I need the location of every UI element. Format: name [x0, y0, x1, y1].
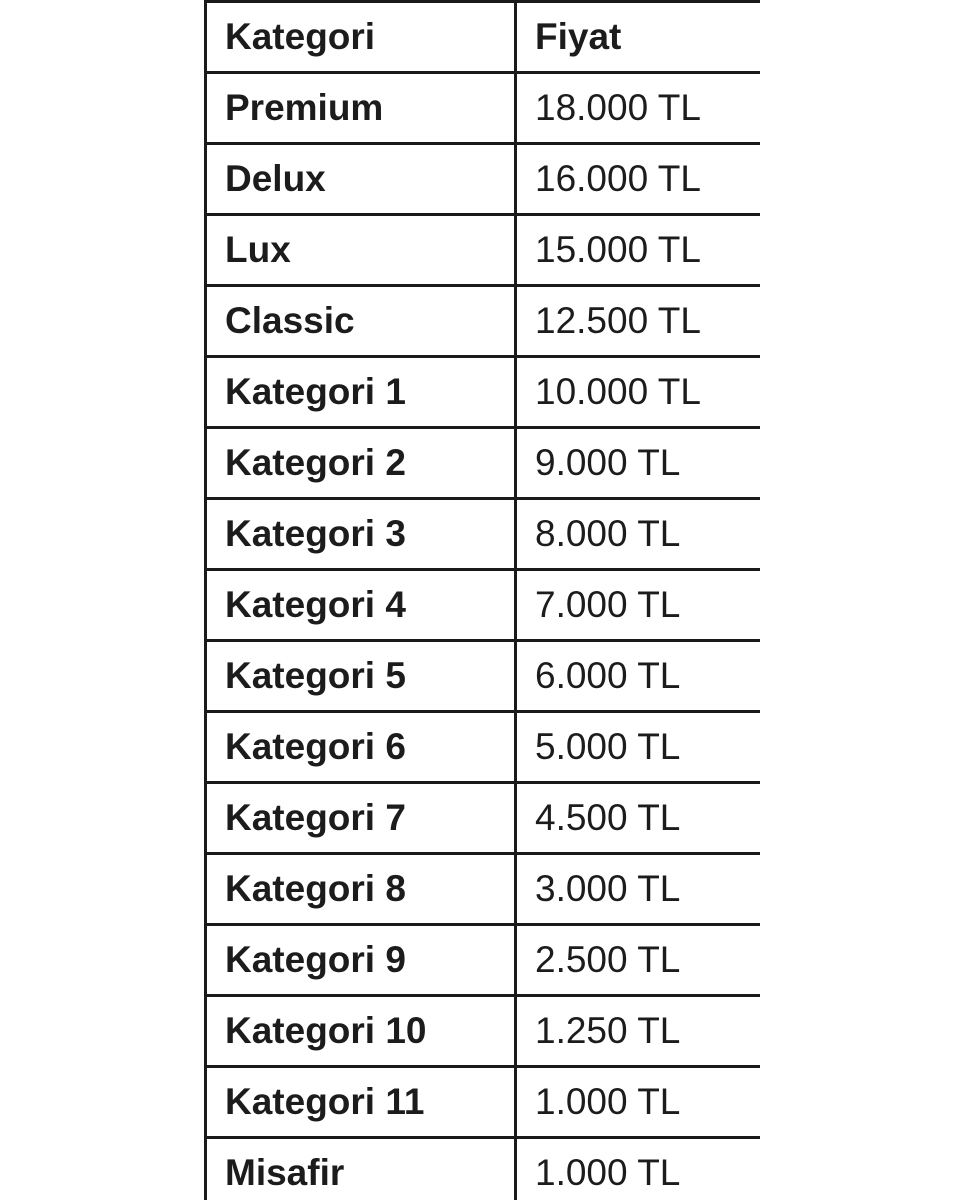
table-row [206, 1067, 761, 1138]
price-cell: 1.000 TL [516, 1067, 761, 1138]
price-cell: 1.000 TL [516, 1138, 761, 1200]
category-cell: Delux [206, 144, 516, 215]
table-row [206, 854, 761, 925]
table-row [206, 144, 761, 215]
price-cell: 9.000 TL [516, 428, 761, 499]
category-cell: Kategori 11 [206, 1067, 516, 1138]
category-cell: Kategori 6 [206, 712, 516, 783]
category-cell: Premium [206, 73, 516, 144]
table-body [206, 73, 761, 1200]
price-cell: 8.000 TL [516, 499, 761, 570]
category-cell: Kategori 7 [206, 783, 516, 854]
table-row [206, 783, 761, 854]
category-cell: Classic [206, 286, 516, 357]
table-row [206, 1138, 761, 1200]
category-cell: Kategori 3 [206, 499, 516, 570]
price-table [204, 0, 760, 1200]
table-row [206, 996, 761, 1067]
category-cell: Kategori 5 [206, 641, 516, 712]
table-row [206, 641, 761, 712]
table-row [206, 357, 761, 428]
header-category: Kategori [206, 2, 516, 73]
category-cell: Kategori 8 [206, 854, 516, 925]
price-cell: 12.500 TL [516, 286, 761, 357]
price-cell: 5.000 TL [516, 712, 761, 783]
price-cell: 3.000 TL [516, 854, 761, 925]
price-cell: 2.500 TL [516, 925, 761, 996]
category-cell: Kategori 1 [206, 357, 516, 428]
price-cell: 4.500 TL [516, 783, 761, 854]
price-cell: 16.000 TL [516, 144, 761, 215]
table-row [206, 286, 761, 357]
category-cell: Kategori 9 [206, 925, 516, 996]
price-cell: 6.000 TL [516, 641, 761, 712]
category-cell: Lux [206, 215, 516, 286]
table-row [206, 73, 761, 144]
category-cell: Kategori 10 [206, 996, 516, 1067]
table-row [206, 925, 761, 996]
table-row [206, 570, 761, 641]
price-table-container [204, 0, 760, 1200]
table-header-row [206, 2, 761, 73]
price-cell: 7.000 TL [516, 570, 761, 641]
category-cell: Kategori 2 [206, 428, 516, 499]
table-row [206, 499, 761, 570]
table-row [206, 215, 761, 286]
table-row [206, 428, 761, 499]
price-cell: 15.000 TL [516, 215, 761, 286]
category-cell: Kategori 4 [206, 570, 516, 641]
category-cell: Misafir [206, 1138, 516, 1200]
table-row [206, 712, 761, 783]
price-cell: 10.000 TL [516, 357, 761, 428]
price-cell: 1.250 TL [516, 996, 761, 1067]
header-price: Fiyat [516, 2, 761, 73]
price-cell: 18.000 TL [516, 73, 761, 144]
